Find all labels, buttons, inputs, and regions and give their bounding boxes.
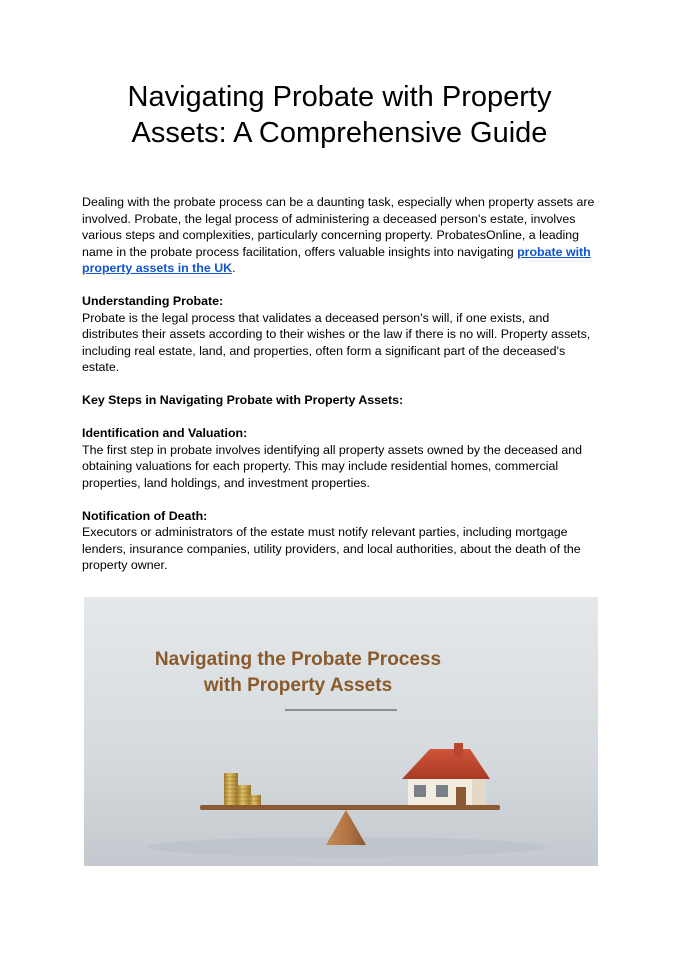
- spacer: [82, 491, 602, 508]
- notification-heading: Notification of Death:: [82, 508, 208, 523]
- seesaw-plank: [200, 805, 500, 810]
- key-steps-heading: Key Steps in Navigating Probate with Property Assets:: [82, 393, 404, 407]
- house-window-left: [414, 785, 426, 797]
- intro-paragraph: [82, 194, 602, 277]
- coin-stack-tall: [224, 773, 238, 807]
- intro-text: Dealing with the probate process can be a daunting task, especially when property assets are involved. Probate, the legal process of administering a deceased person's estate, involves various steps and complexities, particularly concerning property. ProbatesOnline, a leading name in the probate process facilitation, offers valuable insights into navigating: [82, 195, 595, 259]
- house-door: [456, 787, 466, 807]
- house-chimney: [454, 743, 463, 757]
- title-line-1: Navigating Probate with Property: [127, 81, 552, 113]
- probate-property-link[interactable]: probate with property assets in the UK: [82, 244, 591, 275]
- spacer: [82, 277, 602, 294]
- spacer: [82, 376, 602, 393]
- house-side-wall: [472, 777, 486, 807]
- identification-heading: Identification and Valuation:: [82, 426, 248, 440]
- understanding-heading: Understanding Probate:: [82, 294, 224, 308]
- article-body: [82, 194, 602, 574]
- title-line-2: Assets: A Comprehensive Guide: [131, 117, 548, 149]
- house-window-mid: [436, 785, 448, 797]
- intro-end: .: [232, 261, 236, 275]
- spacer: [82, 409, 602, 426]
- understanding-body: Probate is the legal process that validates a deceased person's will, if one exists, and distributes their assets according to their wishes or the law if there is no will. Property assets, including real estate, land, and properties, often form a significant part of the deceased's estate.: [82, 310, 591, 374]
- hero-image: [84, 597, 598, 866]
- hero-title-line-1: Navigating the Probate Process: [154, 649, 442, 670]
- coin-stack-mid: [237, 785, 251, 807]
- hero-divider: [285, 709, 397, 711]
- notification-body: Executors or administrators of the estate must notify relevant parties, including mortgage lenders, insurance companies, utility providers, and local authorities, about the death of the property owner.: [82, 525, 581, 572]
- identification-body: The first step in probate involves identifying all property assets owned by the deceased and obtaining valuations for each property. This may include residential homes, commercial properties, land holdings, and investment properties.: [82, 442, 583, 490]
- hero-illustration: [84, 597, 598, 866]
- page-title: [60, 79, 619, 151]
- hero-title-line-2: with Property Assets: [203, 675, 393, 696]
